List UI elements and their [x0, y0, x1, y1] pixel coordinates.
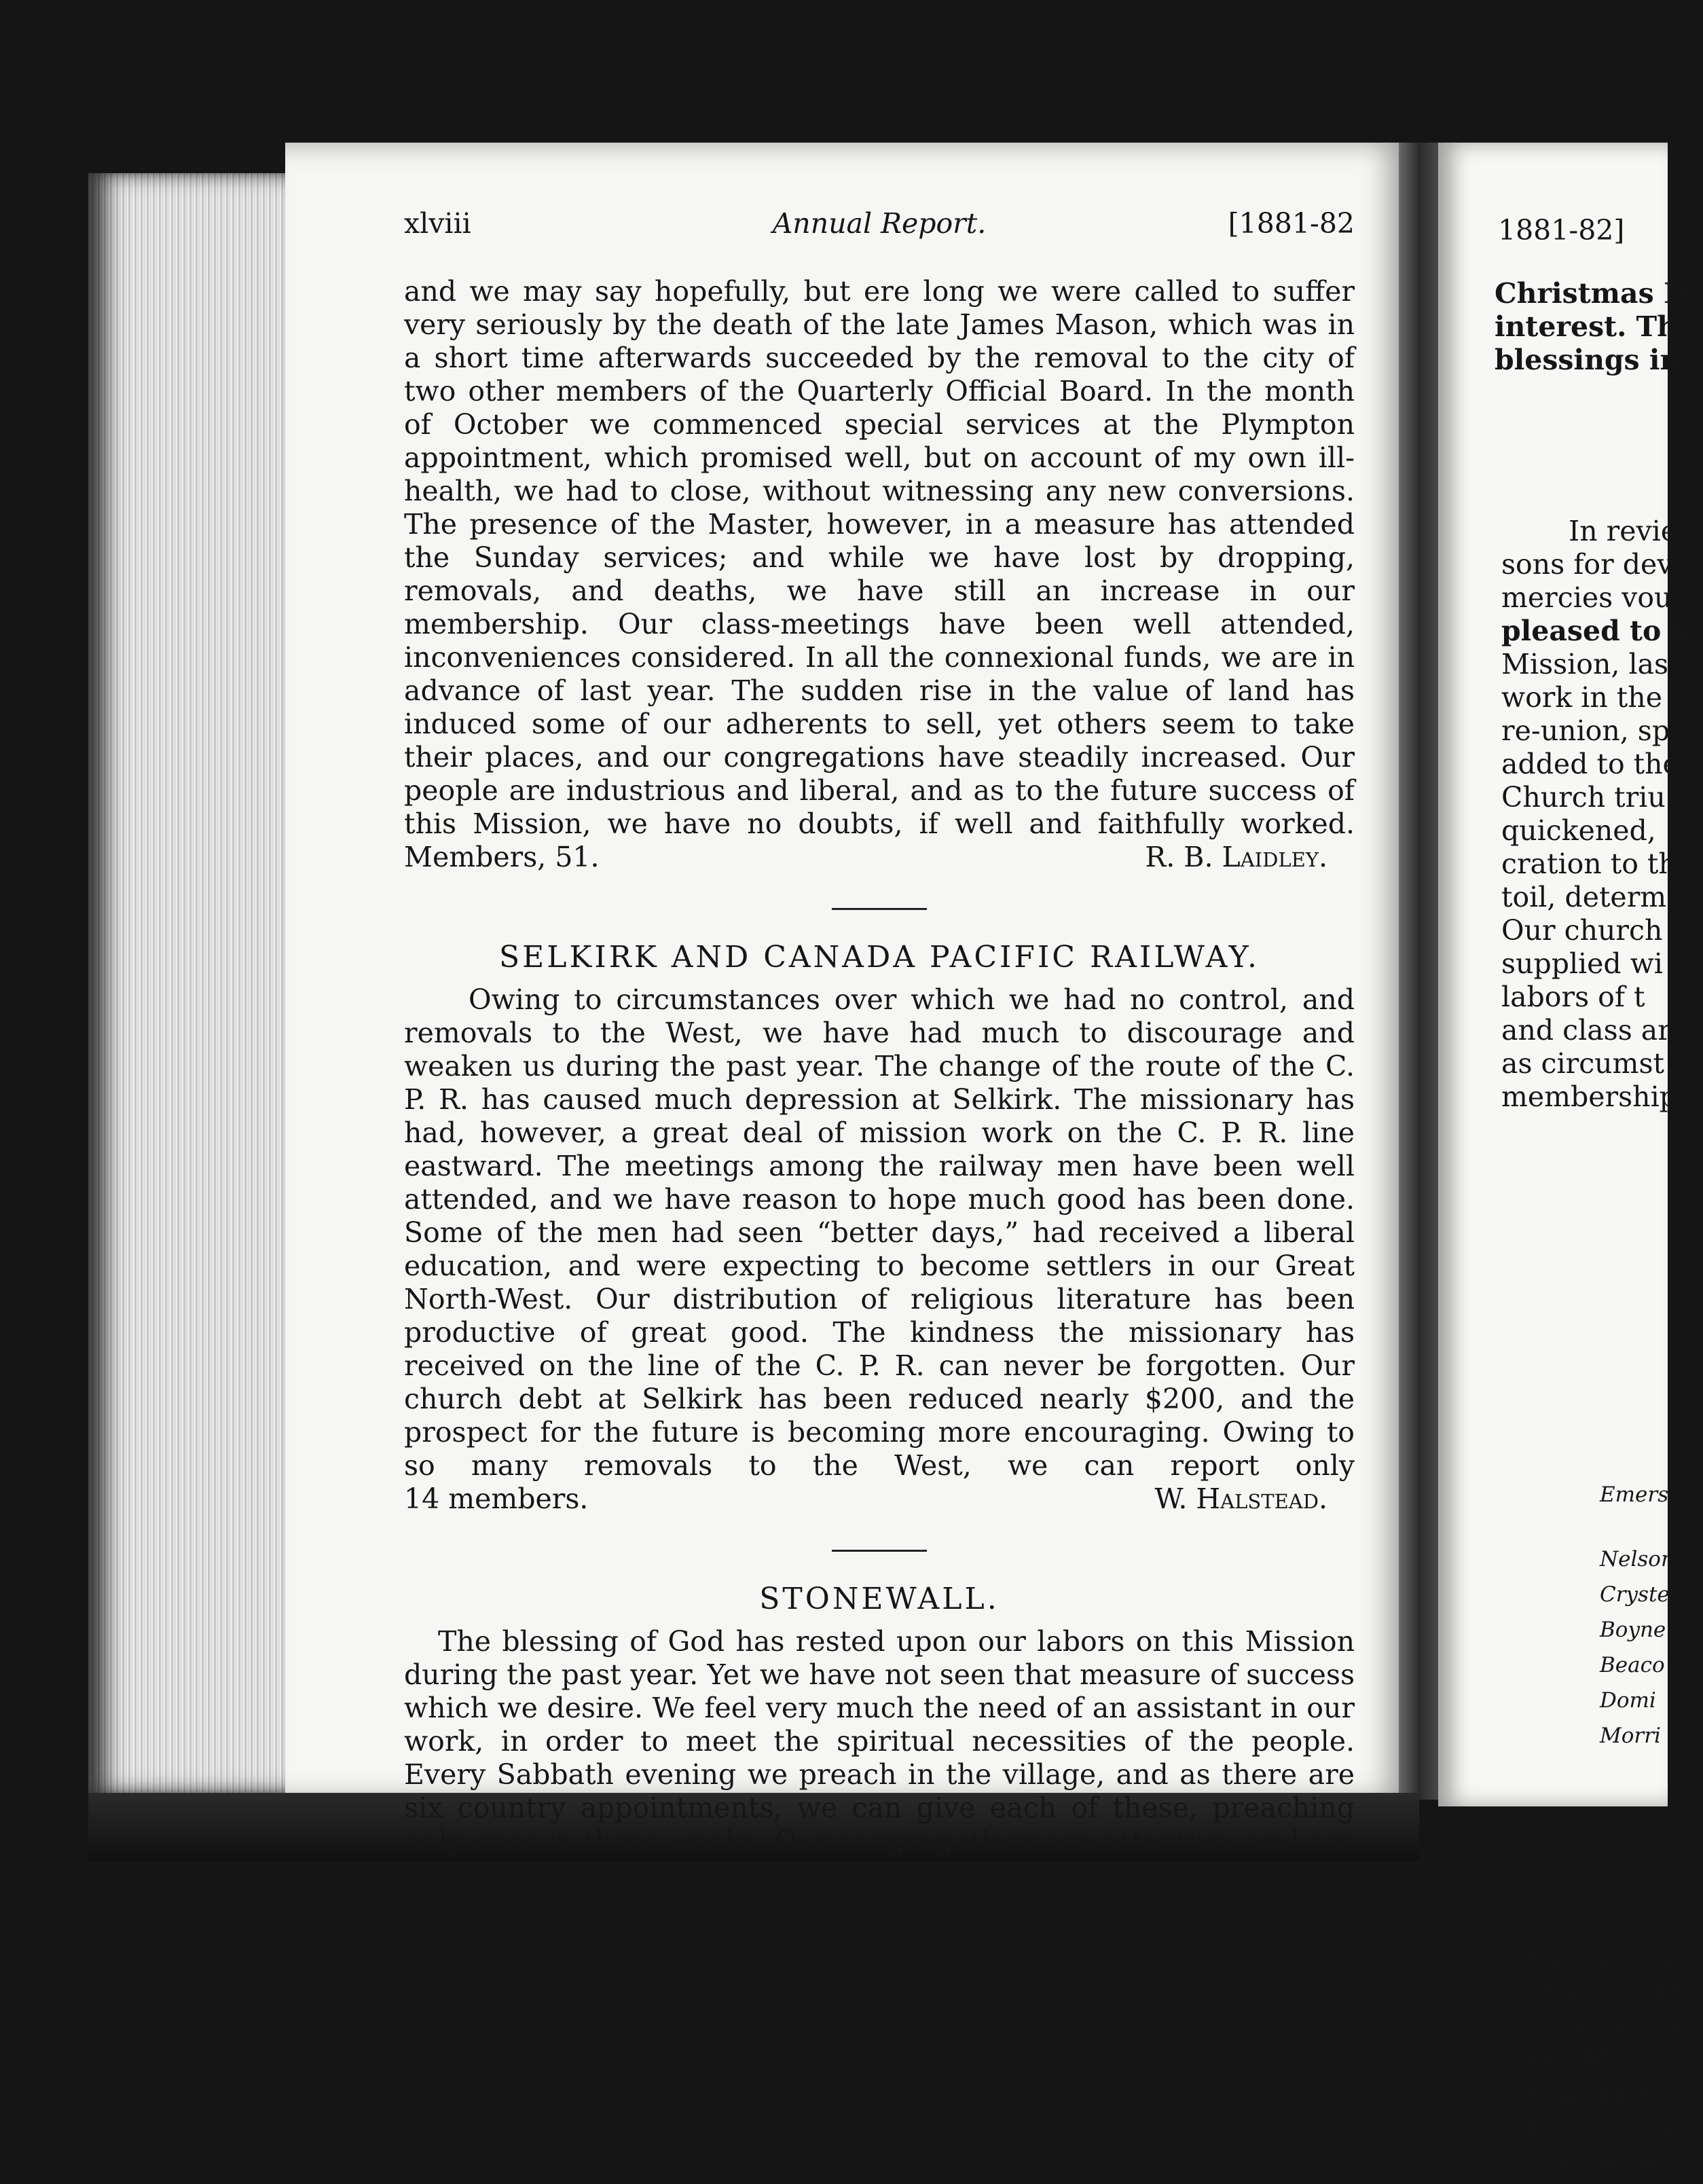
place-name: Cryste: [1600, 1582, 1670, 1607]
place-name: Boyne: [1600, 1618, 1666, 1642]
right-text-line: two and a: [1525, 1944, 1676, 1976]
signature-line: [404, 1482, 1355, 1516]
right-text-line: sons for deve: [1501, 548, 1689, 581]
section-heading: STONEWALL.: [759, 1582, 1000, 1616]
right-text-line: [1525, 1910, 1628, 1944]
book-page-edges: [88, 173, 292, 1793]
right-text-line: Our church: [1501, 914, 1663, 947]
right-text-line: scholars.: [1525, 2077, 1666, 2109]
place-name: Beaco: [1600, 1653, 1665, 1677]
paragraph-selkirk: Owing to circumstances over which we had no control, and removals to the West, we have had much to discourage and weaken us during the past year. The change of the route of the C. P. R. has caused much depression at Selkirk. The missionary has had, however, a great deal of mission work on the C. P. R. line eastward. The meetings among the railway men have been well attended, and we have reason to hope much good has been done. Some of the men had seen “better days,” had received a liberal education, and were expecting to become settlers in our Great North-West. Our distribution of religious literature has been productive of great good. The kindness the missionary has received on the line of the C. P. R. can never be forgotten. Our church debt at Selkirk has been reduced nearly $200, and the prospect for the future is becoming more encouraging. Owing to so many removals to the West, we can report only: [404, 983, 1355, 1482]
right-text-line: blessings in t: [1495, 344, 1703, 376]
signature: R. B. Laidley.: [1145, 841, 1327, 873]
place-name: Domi: [1600, 1688, 1656, 1713]
signature-line: [404, 841, 1355, 874]
paragraph-stonewall: The blessing of God has rested upon our labors on this Mission during the past year. Yet we have not seen that measure of success which we desire. We feel very much the need of an assistant in our work, in order to meet the spiritual necessities of the people. Every Sabbath evening we preach in the village, and as there are six country appointments, we can give each of these, preaching only once in three weeks. Our congregations are attentive, and are increasing in numbers. In Stonewall we have not accommodation for all who wish to attend, so that we are preparing to build immediately a new church, capable of seating four hundred people. A new parsonage is now in course of erection. We are able to report an increase in all our connexional funds We opened a Sabbath-school in the village last: [404, 1625, 1355, 2057]
place-name: Nelson: [1600, 1547, 1674, 1571]
right-text-line: In revie: [1569, 515, 1678, 547]
right-text-line: pleased to b: [1501, 615, 1691, 647]
section-divider: [832, 1550, 927, 1552]
right-text-line: toil, determ: [1501, 881, 1667, 913]
section-divider: [832, 908, 927, 910]
right-text-line: labors of t: [1501, 981, 1645, 1013]
right-text-line: mercies vouc: [1501, 581, 1688, 614]
right-page: [1438, 143, 1703, 2176]
place-name: Morri: [1600, 1724, 1661, 1748]
page-number: xlviii: [404, 207, 471, 240]
right-text-line: —a parso: [1525, 2143, 1668, 2176]
members-count: 14 members.: [404, 1482, 589, 1515]
members-count: Members, 51.: [404, 841, 600, 873]
running-head: [404, 207, 1355, 248]
right-text-line: and class ar: [1501, 1014, 1671, 1046]
right-text-line: quickened,: [1501, 814, 1656, 847]
book-gutter: [1399, 143, 1440, 1800]
running-title: Annual Report.: [772, 207, 987, 240]
paragraph-plympton: and we may say hopefully, but ere long we were called to suffer very seriously by the death of the late James Mason, which was in a short time afterwards succeeded by the removal to the city of two other members of the Quarterly Official Board. In the month of October we commenced special services at the Plympton appointment, which promised well, but on account of my own ill-health, we had to close, without witnessing any new conversions. The presence of the Master, however, in a measure has attended the Sunday services; and while we have lost by dropping, removals, and deaths, we have still an increase in our membership. Our class-meetings have been well attended, inconveniences considered. In all the connexional funds, we are in advance of last year. The sudden rise in the value of land has induced some of our adherents to sell, yet others seem to take their places, and our congregations have steadily increased. Our people are industrious and liberal, and as to the future success of this Mission, we have no doubts, if well and faithfully worked.: [404, 275, 1355, 840]
right-text-line: work in the: [1501, 681, 1662, 714]
right-text-line: interest. Th: [1495, 310, 1677, 343]
right-running-head: 1881-82]: [1498, 214, 1625, 247]
right-text-line: lots—a Ta: [1525, 2110, 1674, 2143]
place-name: Emers: [1600, 1482, 1669, 1507]
right-text-line: enabled t: [1525, 2043, 1671, 2076]
right-text-line: that, after: [1525, 2010, 1684, 2043]
right-text-line: Christmas D: [1495, 277, 1688, 310]
right-text-line: attended t: [1525, 1977, 1686, 2009]
left-page-content: [404, 207, 1355, 2058]
right-text-line: re-union, sp: [1501, 714, 1670, 747]
right-text-line: membership: [1501, 1080, 1677, 1113]
right-text-line: Mission, last: [1501, 648, 1680, 680]
right-text-line: cration to th: [1501, 848, 1677, 880]
right-text-line: Church triu: [1501, 781, 1666, 814]
right-text-line-start: In Dece: [1525, 1910, 1629, 1943]
right-text-line: supplied wi: [1501, 947, 1663, 980]
section-heading: SELKIRK AND CANADA PACIFIC RAILWAY.: [498, 940, 1260, 975]
right-text-line: as circumst: [1501, 1047, 1664, 1080]
running-year: [1881-82: [1228, 207, 1355, 240]
signature: W. Halstead.: [1154, 1482, 1327, 1515]
right-text-line: added to the: [1501, 748, 1679, 780]
